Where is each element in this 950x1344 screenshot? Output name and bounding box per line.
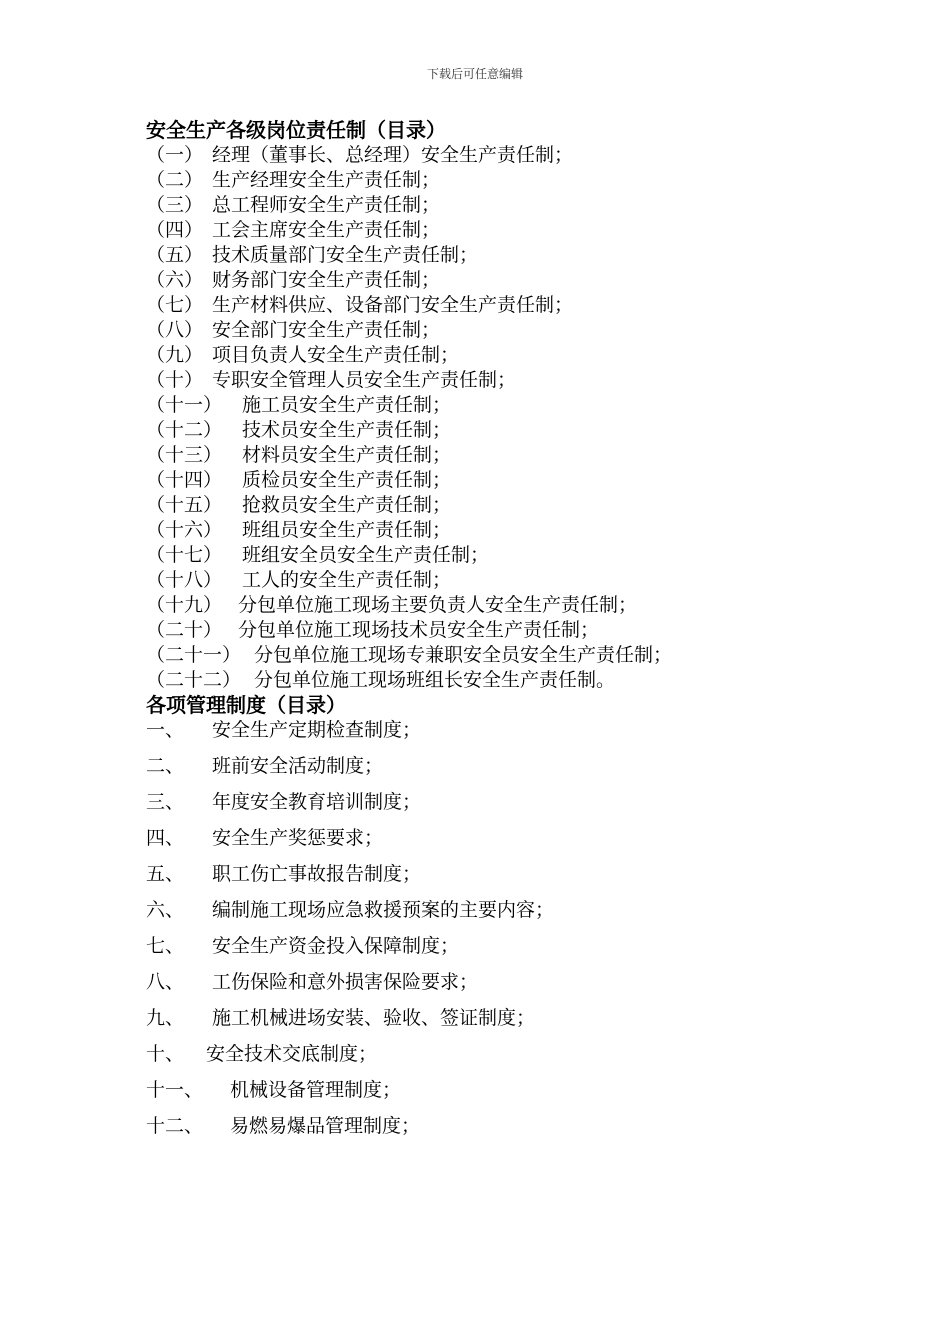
item-text: 技术质量部门安全生产责任制； — [212, 244, 479, 266]
list-item — [146, 618, 906, 643]
item-text: 安全部门安全生产责任制； — [212, 319, 441, 341]
item-number: 十、 — [146, 1043, 185, 1065]
item-number: （二十二） — [146, 669, 242, 691]
list-item — [146, 343, 906, 368]
item-number: （一） — [146, 144, 204, 166]
management-list — [146, 712, 906, 1144]
list-item — [146, 1000, 906, 1036]
item-number: （三） — [146, 194, 204, 216]
list-item — [146, 748, 906, 784]
item-text: 总工程师安全生产责任制； — [212, 194, 441, 216]
item-text: 机械设备管理制度； — [230, 1079, 402, 1101]
item-number: （十八） — [146, 569, 223, 591]
item-text: 职工伤亡事故报告制度； — [212, 863, 422, 885]
list-item — [146, 418, 906, 443]
item-number: （十七） — [146, 544, 223, 566]
item-number: （二十） — [146, 619, 223, 641]
item-number: （十） — [146, 369, 204, 391]
item-number: （四） — [146, 219, 204, 241]
list-item — [146, 268, 906, 293]
list-item — [146, 964, 906, 1000]
item-text: 工会主席安全生产责任制； — [212, 219, 441, 241]
item-text: 安全生产奖惩要求； — [212, 827, 384, 849]
list-item — [146, 193, 906, 218]
item-text: 施工机械进场安装、验收、签证制度； — [212, 1007, 536, 1029]
list-item — [146, 218, 906, 243]
list-item — [146, 243, 906, 268]
section-title-responsibility: 安全生产各级岗位责任制（目录） — [146, 118, 446, 142]
list-item — [146, 712, 906, 748]
item-text: 安全生产定期检查制度； — [212, 719, 422, 741]
item-text: 易燃易爆品管理制度； — [230, 1115, 421, 1137]
item-text: 经理（董事长、总经理）安全生产责任制； — [212, 144, 574, 166]
list-item — [146, 856, 906, 892]
list-item — [146, 318, 906, 343]
item-text: 工伤保险和意外损害保险要求； — [212, 971, 479, 993]
item-text: 编制施工现场应急救援预案的主要内容； — [212, 899, 555, 921]
list-item — [146, 668, 906, 693]
list-item — [146, 443, 906, 468]
item-number: 八、 — [146, 971, 185, 993]
item-text: 技术员安全生产责任制； — [242, 419, 452, 441]
item-text: 分包单位施工现场主要负责人安全生产责任制； — [238, 594, 638, 616]
list-item — [146, 1036, 906, 1072]
item-number: （十六） — [146, 519, 223, 541]
item-number: （五） — [146, 244, 204, 266]
item-number: 六、 — [146, 899, 185, 921]
item-text: 班组安全员安全生产责任制； — [242, 544, 490, 566]
item-number: 五、 — [146, 863, 185, 885]
item-text: 安全生产资金投入保障制度； — [212, 935, 460, 957]
item-number: 十一、 — [146, 1079, 204, 1101]
header-note: 下载后可任意编辑 — [426, 67, 523, 81]
list-item — [146, 593, 906, 618]
list-item — [146, 1072, 906, 1108]
list-item — [146, 293, 906, 318]
item-number: （八） — [146, 319, 204, 341]
item-number: （十九） — [146, 594, 223, 616]
list-item — [146, 568, 906, 593]
item-number: （二） — [146, 169, 204, 191]
item-text: 专职安全管理人员安全生产责任制； — [212, 369, 517, 391]
item-text: 分包单位施工现场专兼职安全员安全生产责任制； — [254, 644, 673, 666]
item-text: 材料员安全生产责任制； — [242, 444, 452, 466]
item-number: （七） — [146, 294, 204, 316]
item-number: 一、 — [146, 719, 185, 741]
item-text: 分包单位施工现场班组长安全生产责任制。 — [254, 669, 616, 691]
item-number: （十一） — [146, 394, 223, 416]
item-text: 安全技术交底制度； — [206, 1043, 378, 1065]
item-text: 班组员安全生产责任制； — [242, 519, 452, 541]
list-item — [146, 493, 906, 518]
list-item — [146, 143, 906, 168]
section-title-management: 各项管理制度（目录） — [146, 693, 346, 717]
item-number: （二十一） — [146, 644, 242, 666]
item-number: （十二） — [146, 419, 223, 441]
list-item — [146, 643, 906, 668]
item-number: （十三） — [146, 444, 223, 466]
item-number: （十四） — [146, 469, 223, 491]
document-content — [146, 118, 906, 1144]
list-item — [146, 468, 906, 493]
item-text: 质检员安全生产责任制； — [242, 469, 452, 491]
list-item — [146, 1108, 906, 1144]
item-number: 十二、 — [146, 1115, 204, 1137]
item-number: （九） — [146, 344, 204, 366]
item-text: 财务部门安全生产责任制； — [212, 269, 441, 291]
item-number: 二、 — [146, 755, 185, 777]
list-item — [146, 892, 906, 928]
list-item — [146, 393, 906, 418]
item-number: （十五） — [146, 494, 223, 516]
responsibility-list — [146, 143, 906, 693]
item-text: 生产材料供应、设备部门安全生产责任制； — [212, 294, 574, 316]
item-text: 分包单位施工现场技术员安全生产责任制； — [238, 619, 600, 641]
item-text: 项目负责人安全生产责任制； — [212, 344, 460, 366]
list-item — [146, 518, 906, 543]
item-text: 施工员安全生产责任制； — [242, 394, 452, 416]
item-number: 七、 — [146, 935, 185, 957]
list-item — [146, 168, 906, 193]
item-text: 抢救员安全生产责任制； — [242, 494, 452, 516]
list-item — [146, 928, 906, 964]
list-item — [146, 784, 906, 820]
item-text: 生产经理安全生产责任制； — [212, 169, 441, 191]
item-text: 班前安全活动制度； — [212, 755, 384, 777]
list-item — [146, 368, 906, 393]
item-text: 年度安全教育培训制度； — [212, 791, 422, 813]
item-number: （六） — [146, 269, 204, 291]
list-item — [146, 820, 906, 856]
item-number: 四、 — [146, 827, 185, 849]
item-number: 九、 — [146, 1007, 185, 1029]
list-item — [146, 543, 906, 568]
item-number: 三、 — [146, 791, 185, 813]
item-text: 工人的安全生产责任制； — [242, 569, 452, 591]
